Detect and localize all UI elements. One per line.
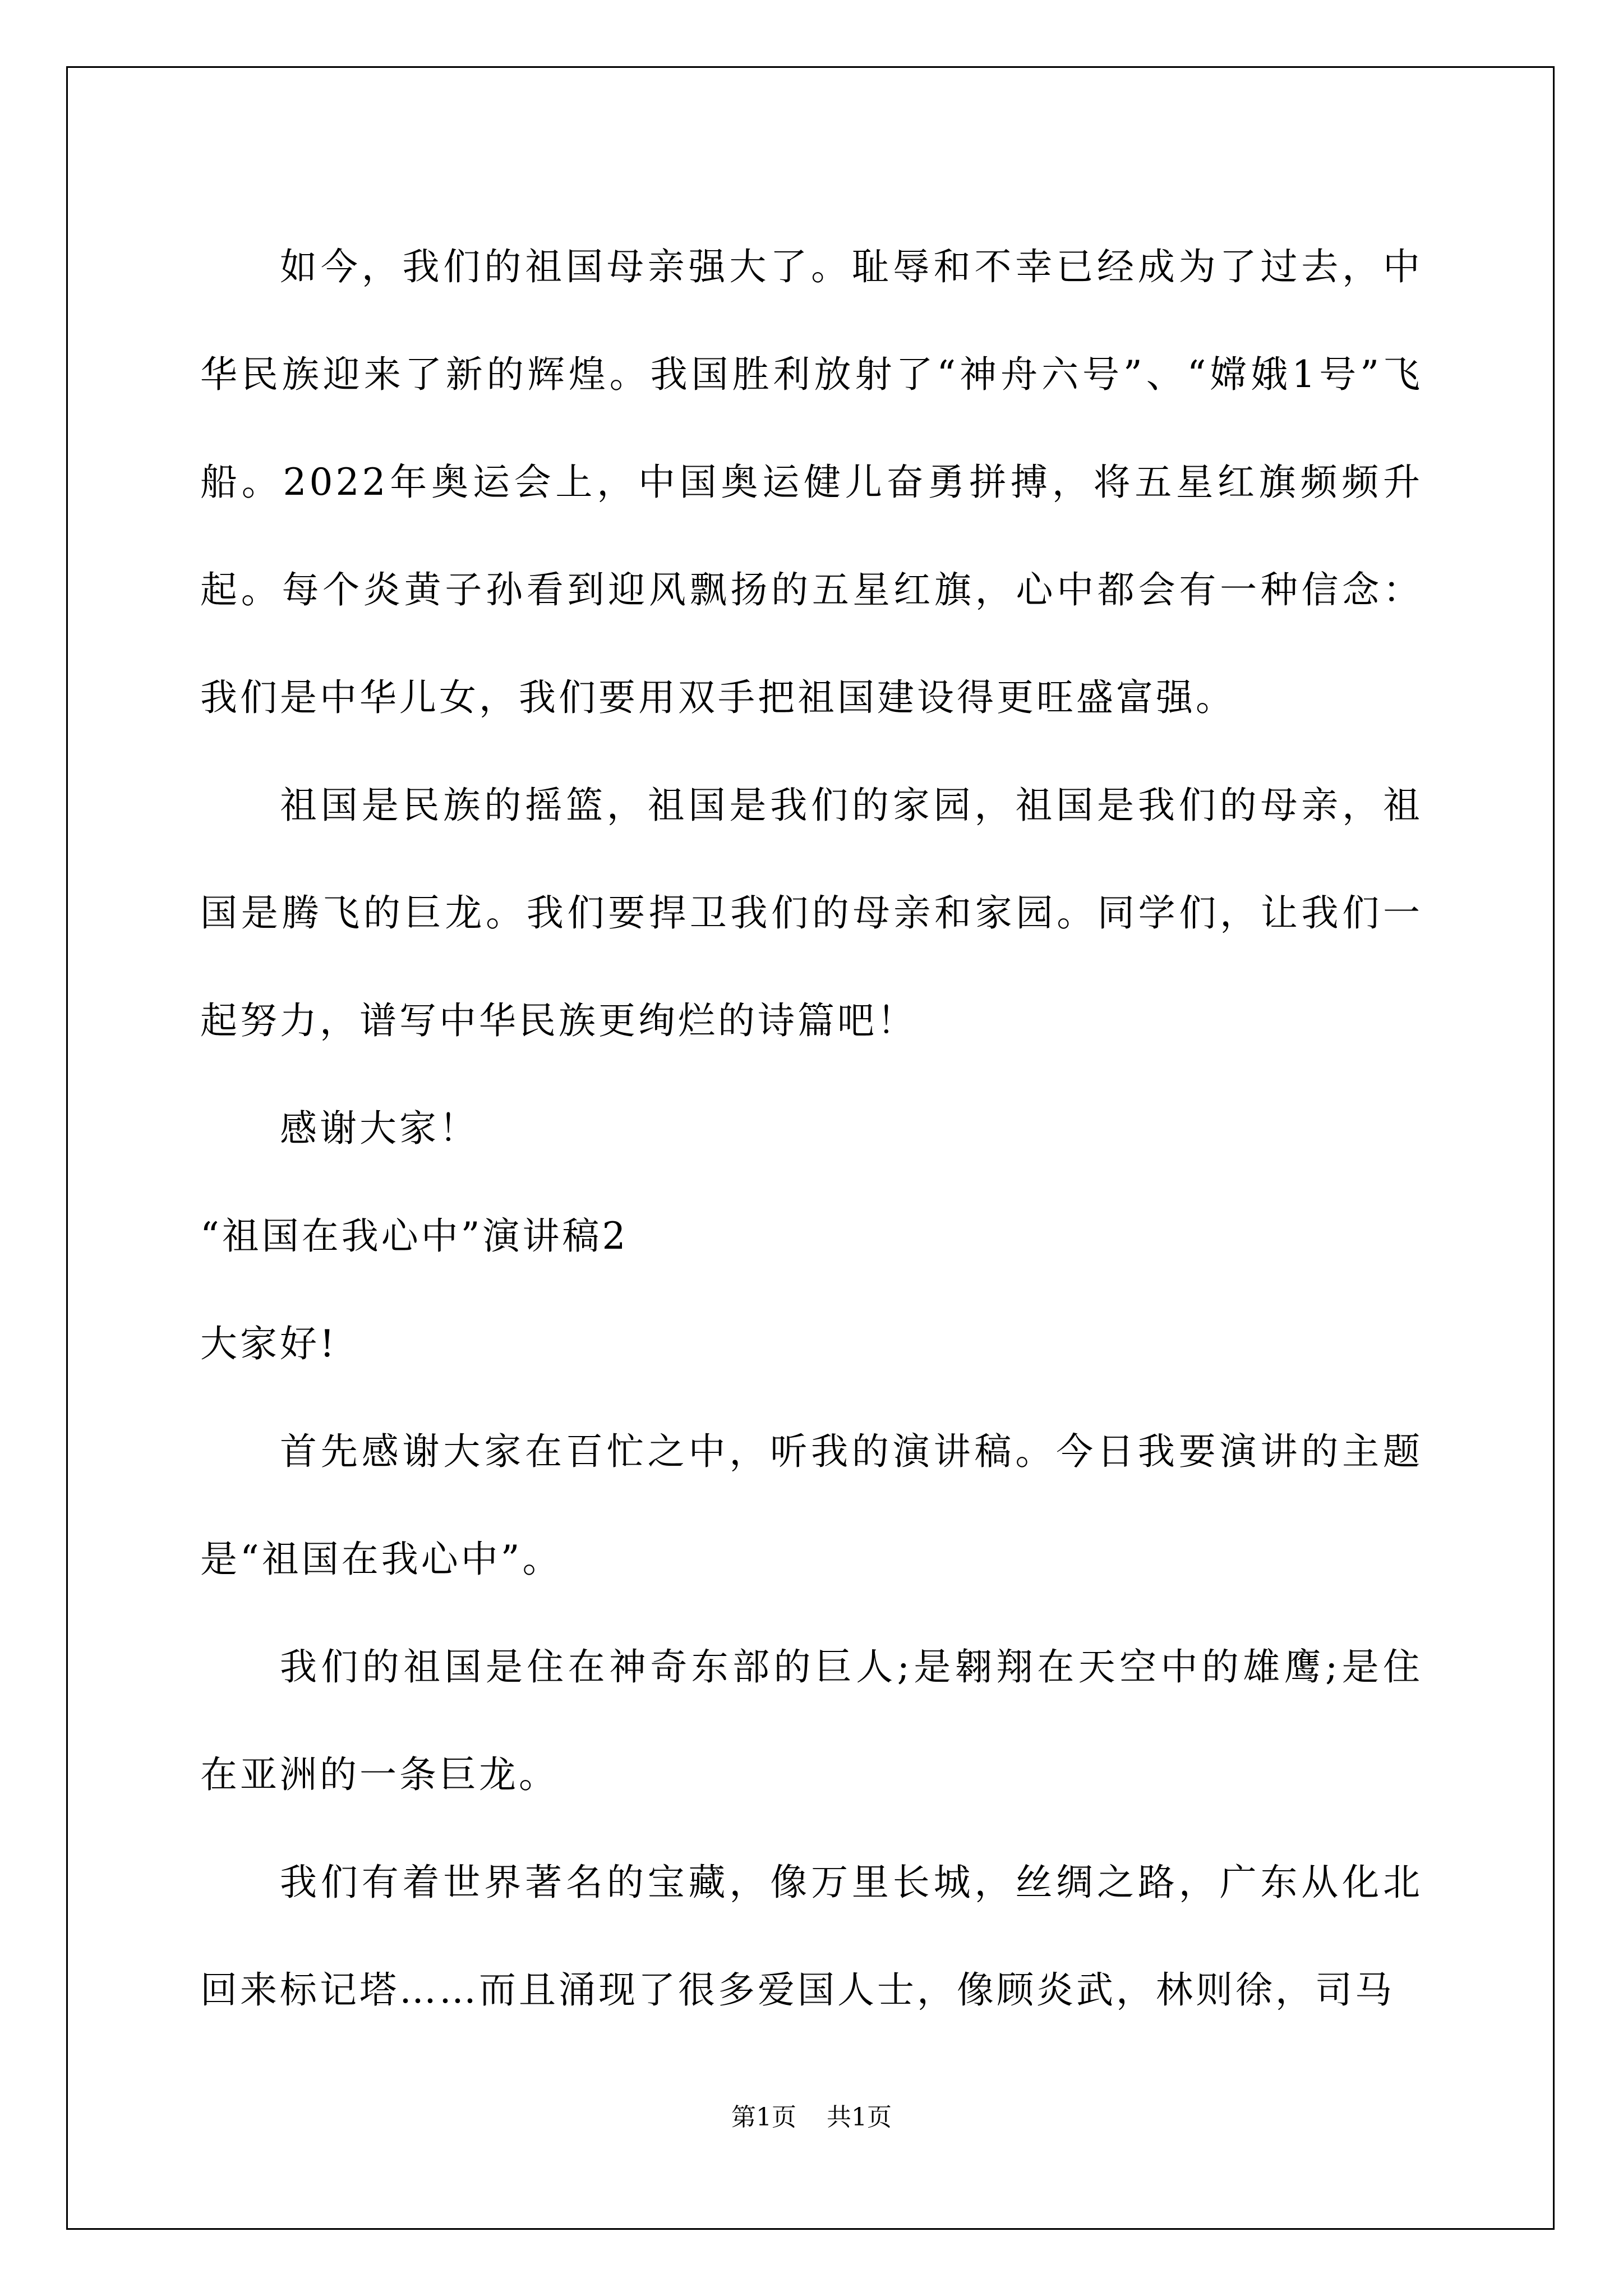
paragraph-motherland-strong: 如今，我们的祖国母亲强大了。耻辱和不幸已经成为了过去，中华民族迎来了新的辉煌。我国胜利放射了“神舟六号”、“嫦娥1号”飞船。2022年奥运会上，中国奥运健儿奋勇拼搏，将五星红旗频频升起。每个炎黄子孙看到迎风飘扬的五星红旗，心中都会有一种信念：我们是中华儿女，我们要用双手把祖国建设得更旺盛富强。 (200, 245, 1423, 719)
page-number: 第1页 (731, 2103, 796, 2132)
paragraph-treasures: 我们有着世界著名的宝藏，像万里长城，丝绸之路，广东从化北回来标记塔……而且涌现了很多爱国人士，像顾炎武，林则徐，司马 (200, 1861, 1423, 2012)
paragraph-giant: 我们的祖国是住在神奇东部的巨人;是翱翔在天空中的雄鹰;是住在亚洲的一条巨龙。 (200, 1645, 1423, 1796)
greeting: 大家好! (200, 1322, 338, 1365)
page-total: 共1页 (827, 2103, 892, 2132)
page-footer (0, 2101, 1623, 2134)
paragraph-theme: 首先感谢大家在百忙之中，听我的演讲稿。今日我要演讲的主题是“祖国在我心中”。 (200, 1430, 1423, 1581)
paragraph-motherland-cradle: 祖国是民族的摇篮，祖国是我们的家园，祖国是我们的母亲，祖国是腾飞的巨龙。我们要捍卫我们的母亲和家园。同学们，让我们一起努力，谱写中华民族更绚烂的诗篇吧！ (200, 784, 1423, 1042)
paragraph-thanks: 感谢大家！ (280, 1107, 479, 1150)
document-body (200, 213, 1423, 2044)
speech-title-2: “祖国在我心中”演讲稿2 (200, 1214, 629, 1258)
